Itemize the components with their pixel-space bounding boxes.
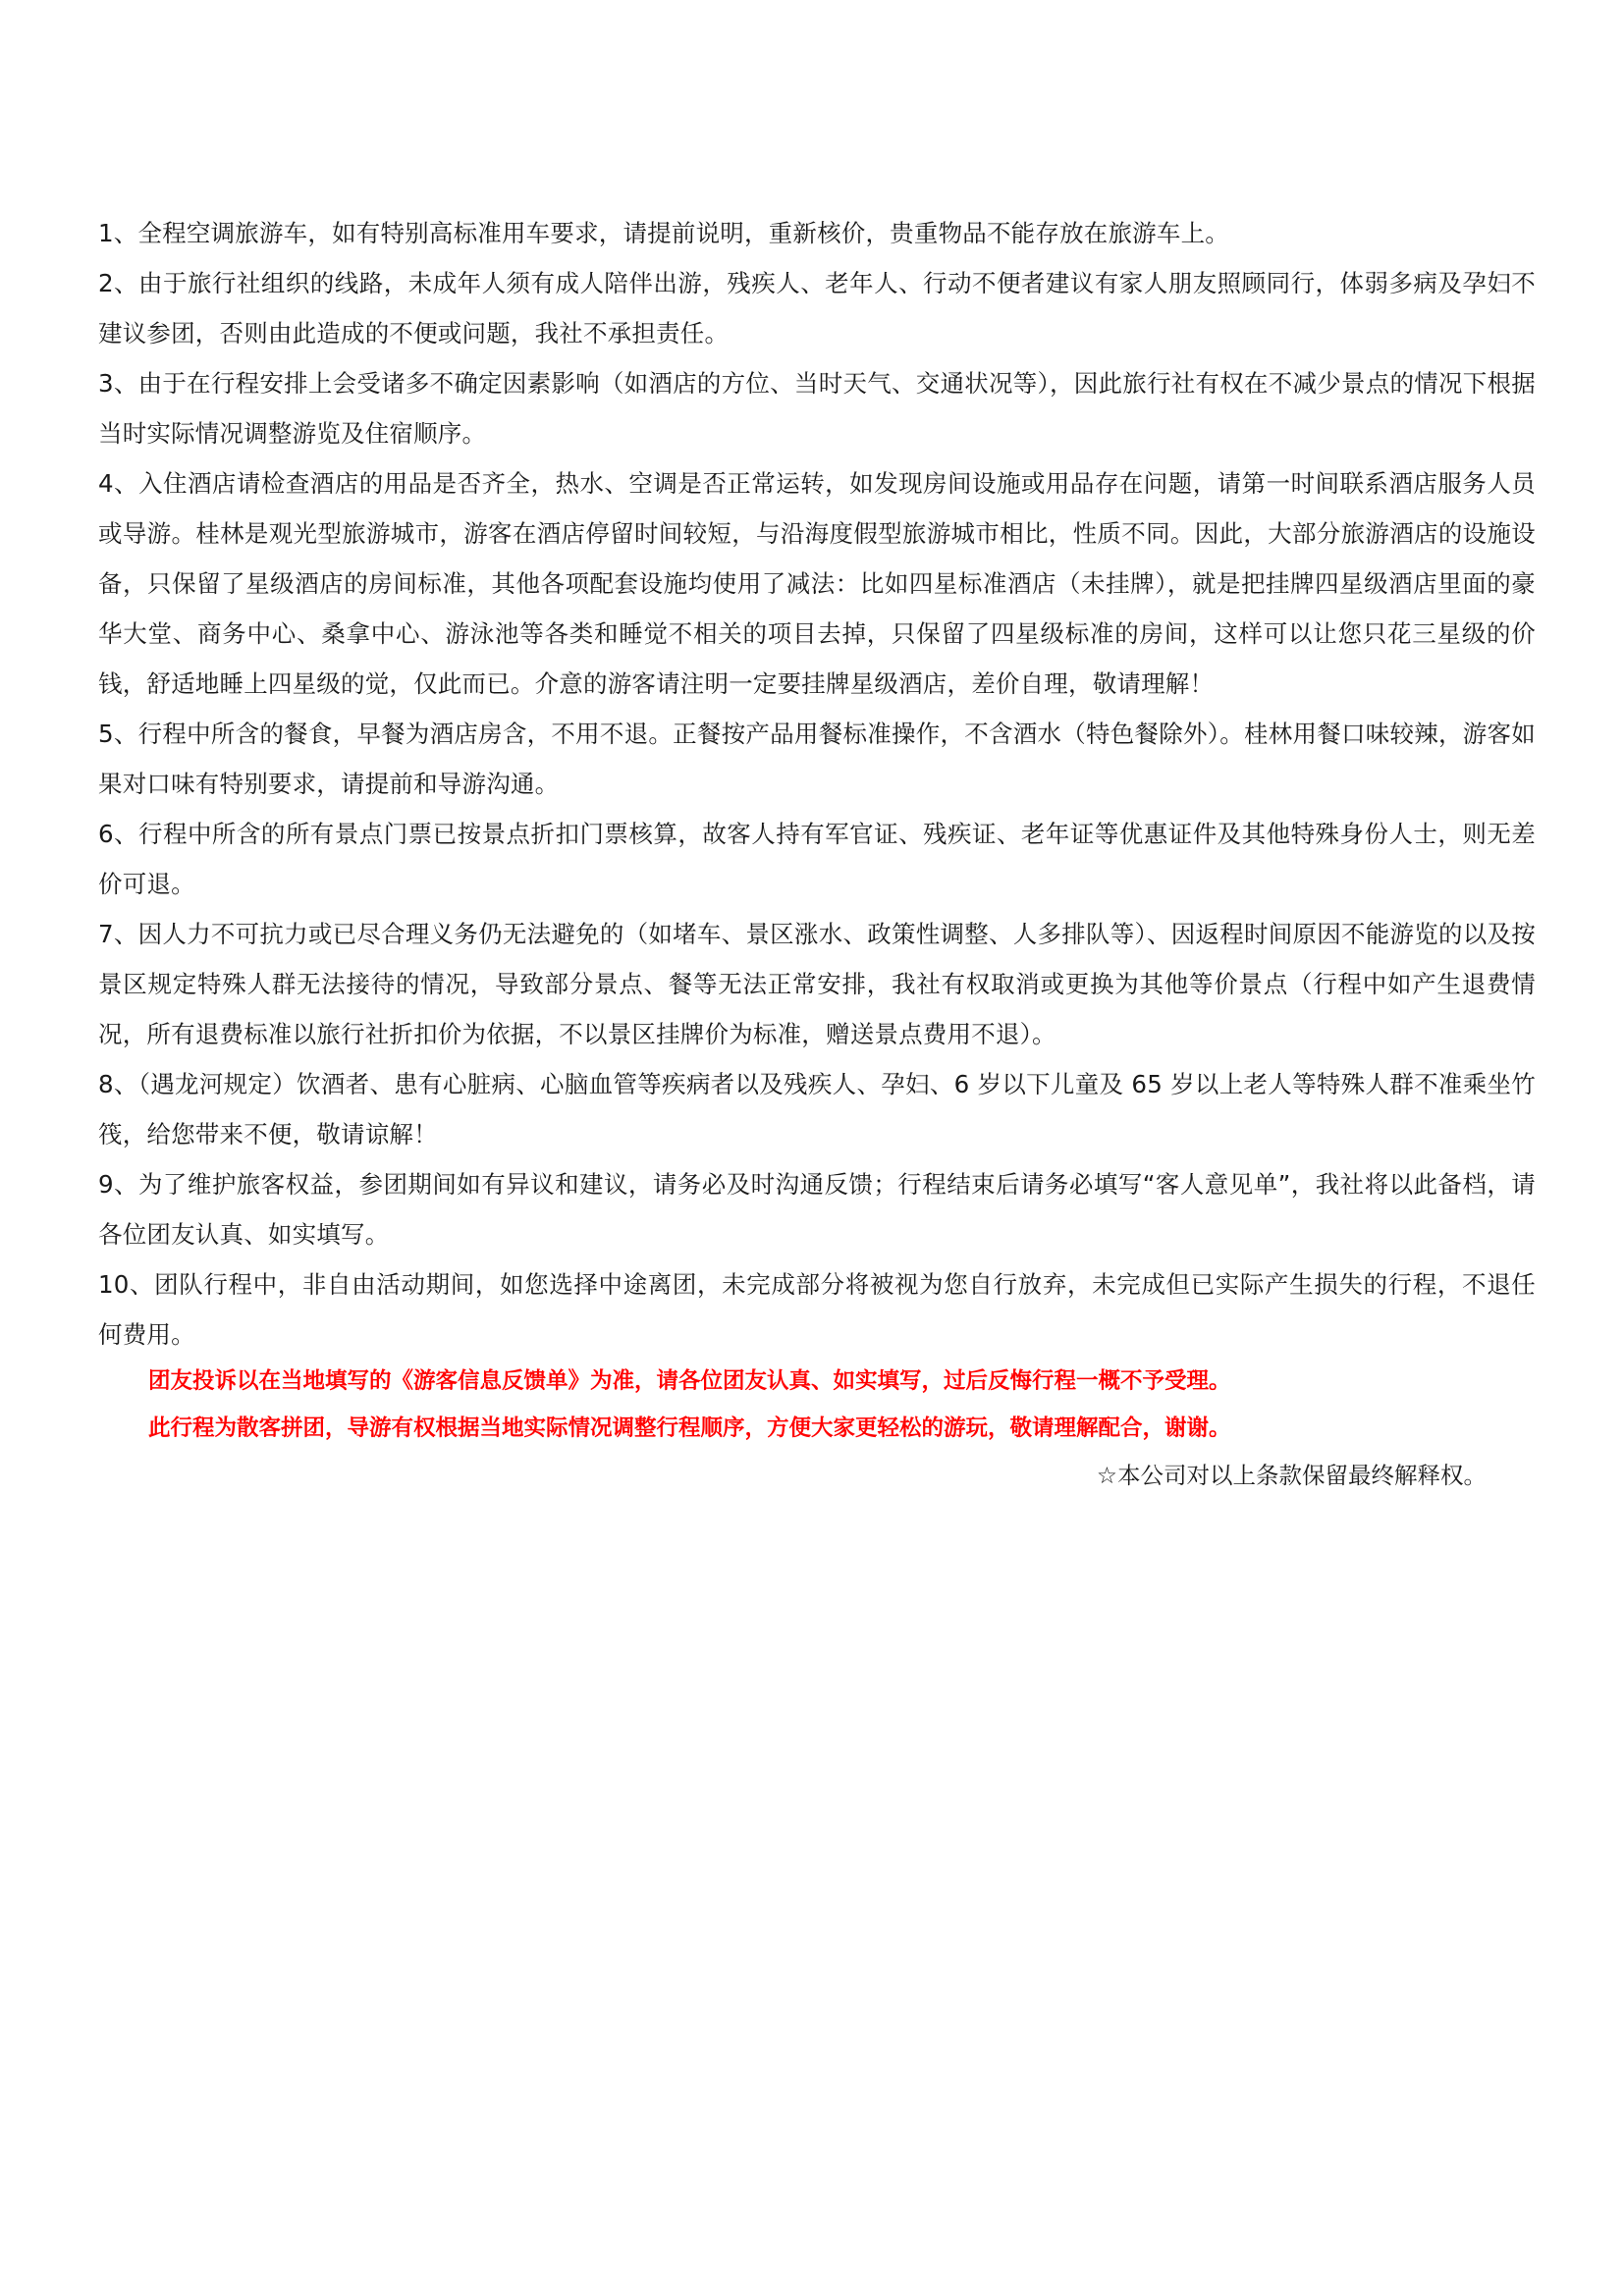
terms-clause-list [98,208,1536,1360]
complaint-notice: 团友投诉以在当地填写的《游客信息反馈单》为准，请各位团友认真、如实填写，过后反悔行程一概不予受理。 [148,1368,1231,1394]
clause-3: 3、由于在行程安排上会受诸多不确定因素影响（如酒店的方位、当时天气、交通状况等），因此旅行社有权在不减少景点的情况下根据当时实际情况调整游览及住宿顺序。 [98,369,1536,448]
clause-2: 2、由于旅行社组织的线路，未成年人须有成人陪伴出游，残疾人、老年人、行动不便者建议有家人朋友照顾同行，体弱多病及孕妇不建议参团，否则由此造成的不便或问题，我社不承担责任。 [98,269,1536,347]
clause-8: 8、（遇龙河规定）饮酒者、患有心脏病、心脑血管等疾病者以及残疾人、孕妇、6 岁以下儿童及 65 岁以上老人等特殊人群不准乘坐竹筏，给您带来不便，敬请谅解！ [98,1070,1536,1148]
clause-1: 1、全程空调旅游车，如有特别高标准用车要求，请提前说明，重新核价，贵重物品不能存放在旅游车上。 [98,219,1229,247]
final-interpretation-statement: ☆本公司对以上条款保留最终解释权。 [1096,1462,1487,1489]
important-notices [98,1358,1536,1452]
group-tour-notice: 此行程为散客拼团，导游有权根据当地实际情况调整行程顺序，方便大家更轻松的游玩，敬请理解配合，谢谢。 [148,1415,1231,1441]
clause-6: 6、行程中所含的所有景点门票已按景点折扣门票核算，故客人持有军官证、残疾证、老年证等优惠证件及其他特殊身份人士，则无差价可退。 [98,820,1536,898]
clause-10: 10、团队行程中，非自由活动期间，如您选择中途离团，未完成部分将被视为您自行放弃，未完成但已实际产生损失的行程，不退任何费用。 [98,1270,1536,1349]
clause-9: 9、为了维护旅客权益，参团期间如有异议和建议，请务必及时沟通反馈；行程结束后请务必填写“客人意见单”，我社将以此备档，请各位团友认真、如实填写。 [98,1170,1536,1249]
clause-4: 4、入住酒店请检查酒店的用品是否齐全，热水、空调是否正常运转，如发现房间设施或用品存在问题，请第一时间联系酒店服务人员或导游。桂林是观光型旅游城市，游客在酒店停留时间较短，与沿海度假型旅游城市相比，性质不同。因此，大部分旅游酒店的设施设备，只保留了星级酒店的房间标准，其他各项配套设施均使用了减法：比如四星标准酒店（未挂牌），就是把挂牌四星级酒店里面的豪华大堂、商务中心、桑拿中心、游泳池等各类和睡觉不相关的项目去掉，只保留了四星级标准的房间，这样可以让您只花三星级的价钱，舒适地睡上四星级的觉，仅此而已。介意的游客请注明一定要挂牌星级酒店，差价自理，敬请理解！ [98,469,1536,698]
clause-5: 5、行程中所含的餐食，早餐为酒店房含，不用不退。正餐按产品用餐标准操作，不含酒水（特色餐除外）。桂林用餐口味较辣，游客如果对口味有特别要求，请提前和导游沟通。 [98,720,1536,798]
clause-7: 7、因人力不可抗力或已尽合理义务仍无法避免的（如堵车、景区涨水、政策性调整、人多排队等）、因返程时间原因不能游览的以及按景区规定特殊人群无法接待的情况，导致部分景点、餐等无法正常安排，我社有权取消或更换为其他等价景点（行程中如产生退费情况，所有退费标准以旅行社折扣价为依据，不以景区挂牌价为标准，赠送景点费用不退）。 [98,920,1536,1048]
terms-document [98,208,1536,1452]
